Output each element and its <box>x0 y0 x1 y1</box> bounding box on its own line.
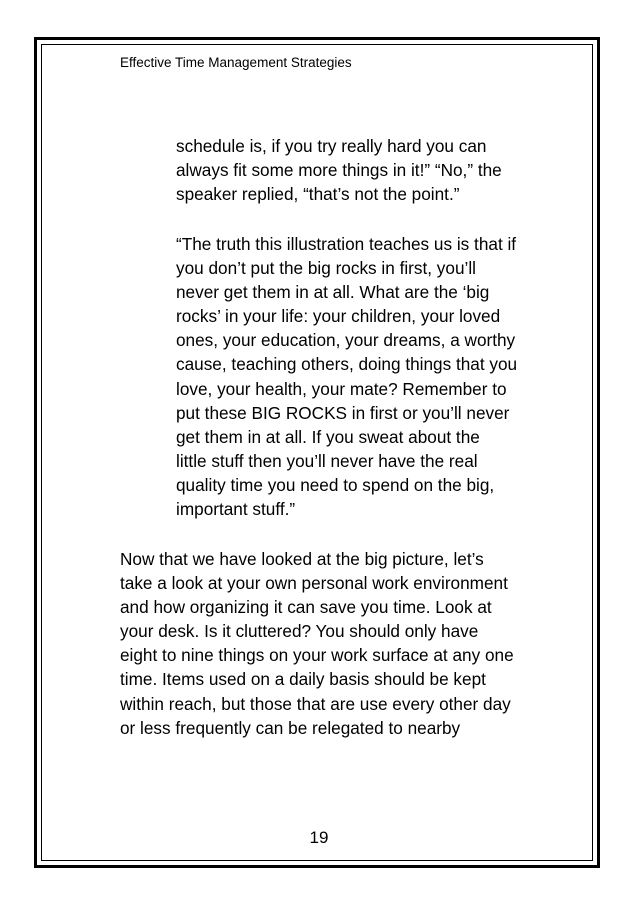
quote-continued-line: schedule is, if you try really hard you can <box>176 136 487 156</box>
quote-main-line: you don’t put the big rocks in first, you’ll <box>176 258 476 279</box>
quote-main-line: important stuff.” <box>176 499 296 520</box>
quote-main-line: love, your health, your mate? Remember to <box>176 378 507 399</box>
body-paragraph-line: time. Items used on a daily basis should be kept <box>120 669 486 690</box>
quote-main-line: put these BIG ROCKS in first or you’ll never <box>176 402 510 423</box>
quote-main-line: little stuff then you’ll never have the real <box>176 450 478 471</box>
quote-main-line: get them in at all. If you sweat about the <box>176 426 480 447</box>
body-paragraph-line: Now that we have looked at the big picture, let’s <box>120 549 484 569</box>
quote-main-line: quality time you need to spend on the big, <box>176 474 495 495</box>
body-paragraph-line: within reach, but those that are use every other day <box>120 693 511 714</box>
body-paragraph-line: or less frequently can be relegated to nearby <box>120 717 461 738</box>
body-paragraph <box>120 547 514 740</box>
body-paragraph-line: your desk. Is it cluttered? You should only have <box>120 621 479 642</box>
quote-continued-block <box>176 134 502 206</box>
quote-main-line: cause, teaching others, doing things that you <box>176 354 518 375</box>
quote-main-block <box>176 232 517 521</box>
quote-continued-line: speaker replied, “that’s not the point.” <box>176 184 460 205</box>
body-paragraph-line: and how organizing it can save you time. Look at <box>120 597 492 618</box>
running-header: Effective Time Management Strategies <box>120 55 352 70</box>
body-paragraph-line: take a look at your own personal work environment <box>120 573 508 594</box>
quote-continued-line: always fit some more things in it!” “No,” the <box>176 160 502 181</box>
body-paragraph-line: eight to nine things on your work surface at any one <box>120 645 514 666</box>
quote-main-line: never get them in at all. What are the ‘big <box>176 282 490 303</box>
page-number: 19 <box>309 828 329 847</box>
quote-main-line: “The truth this illustration teaches us is that if <box>176 234 517 254</box>
quote-main-line: rocks’ in your life: your children, your loved <box>176 306 501 327</box>
quote-main-line: ones, your education, your dreams, a worthy <box>176 330 516 351</box>
